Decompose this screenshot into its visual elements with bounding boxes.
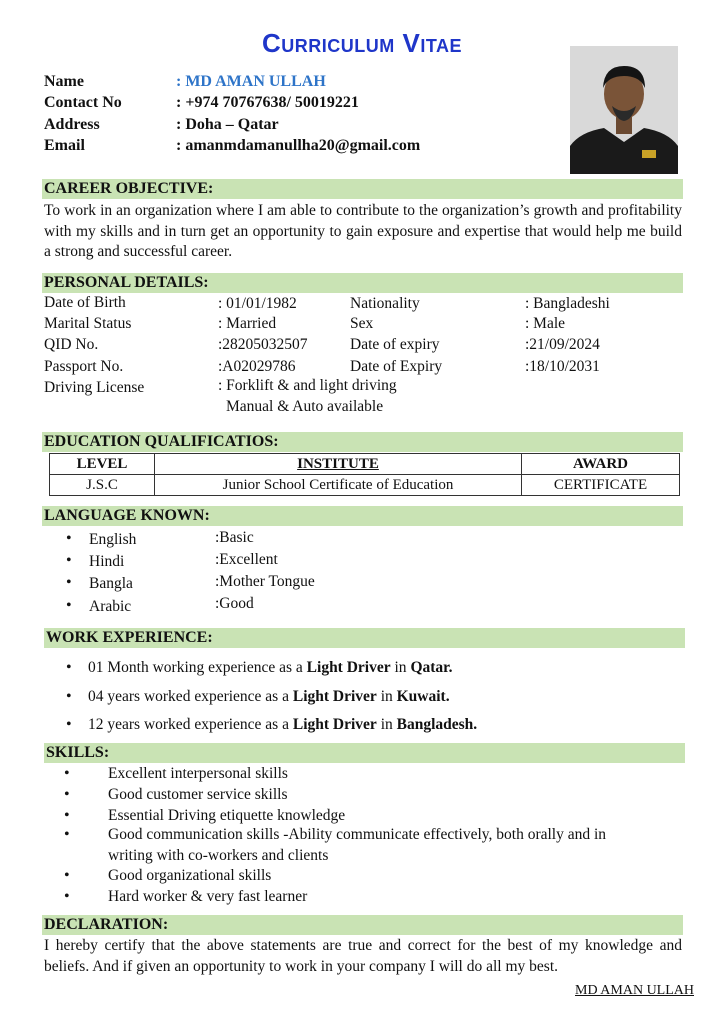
bullet-icon: •	[66, 688, 72, 705]
work-role: Light Driver	[292, 688, 377, 705]
bullet-icon: •	[64, 786, 70, 803]
bullet-icon: •	[66, 716, 72, 733]
dob-value: : 01/01/1982	[218, 295, 297, 312]
table-row	[50, 475, 680, 496]
bullet-icon: •	[64, 888, 70, 905]
dob-label: Date of Birth	[44, 294, 126, 311]
email-label: Email	[44, 137, 85, 154]
bullet-icon: •	[64, 826, 70, 843]
sex-value: : Male	[525, 315, 566, 332]
section-work-experience: WORK EXPERIENCE:	[44, 628, 685, 648]
marital-label: Marital Status	[44, 315, 132, 332]
work-item	[88, 659, 453, 677]
declaration-text: I hereby certify that the above statements are true and correct for the best of my knowledge and beliefs. And if given an opportunity to work in your company I will do all my best.	[44, 937, 682, 975]
passport-label: Passport No.	[44, 358, 124, 375]
bullet-icon: •	[66, 552, 72, 569]
skill-item: Good communication skills -Ability communicate effectively, both orally and in	[108, 826, 607, 843]
work-item	[88, 688, 450, 706]
work-text: 04 years worked experience as a	[88, 688, 293, 705]
language-level: :Good	[215, 595, 254, 612]
column-header-level: LEVEL	[50, 454, 155, 475]
column-header-award: AWARD	[522, 454, 680, 475]
email-value: : amanmdamanullha20@gmail.com	[176, 137, 421, 154]
work-text: in	[376, 716, 397, 733]
license-value-line2: Manual & Auto available	[226, 398, 384, 415]
work-role: Light Driver	[292, 716, 377, 733]
cell-level: J.S.C	[50, 475, 155, 496]
contact-value: : +974 70767638/ 50019221	[176, 94, 359, 111]
career-objective-text: To work in an organization where I am able to contribute to the organization’s growth and profitability with my skills and in turn get an opportunity to gain exposure and expertise that would help me build a strong and successful career.	[44, 202, 682, 260]
work-place: Kuwait.	[396, 688, 450, 705]
qid-label: QID No.	[44, 336, 99, 353]
language-level: :Excellent	[215, 551, 278, 568]
work-item	[88, 716, 477, 734]
skill-item: Excellent interpersonal skills	[108, 765, 288, 782]
marital-value: : Married	[218, 315, 277, 332]
document-title: Curriculum Vitae	[262, 28, 462, 58]
work-role: Light Driver	[306, 659, 391, 676]
bullet-icon: •	[66, 530, 72, 547]
bullet-icon: •	[64, 807, 70, 824]
skill-item: Good customer service skills	[108, 786, 288, 803]
column-header-institute: INSTITUTE	[155, 454, 522, 475]
language-name: Bangla	[89, 575, 133, 592]
section-languages: LANGUAGE KNOWN:	[42, 506, 683, 526]
nationality-value: : Bangladeshi	[525, 295, 610, 312]
work-place: Qatar.	[410, 659, 453, 676]
work-text: in	[376, 688, 397, 705]
cell-institute: Junior School Certificate of Education	[155, 475, 522, 496]
language-name: English	[89, 531, 137, 548]
signature-name: MD AMAN ULLAH	[575, 983, 694, 998]
bullet-icon: •	[66, 574, 72, 591]
name-label: Name	[44, 73, 84, 90]
passport-expiry-value: :18/10/2031	[525, 358, 600, 375]
qid-value: :28205032507	[218, 336, 308, 353]
work-text: in	[390, 659, 411, 676]
cell-award: CERTIFICATE	[522, 475, 680, 496]
section-career-objective: CAREER OBJECTIVE:	[42, 179, 683, 199]
sex-label: Sex	[350, 315, 374, 332]
table-header-row	[50, 454, 680, 475]
skill-item: Good organizational skills	[108, 867, 272, 884]
skill-item-continued: writing with co-workers and clients	[108, 847, 329, 864]
passport-value: :A02029786	[218, 358, 296, 375]
license-label: Driving License	[44, 379, 145, 396]
bullet-icon: •	[66, 659, 72, 676]
language-name: Hindi	[89, 553, 125, 570]
language-level: :Basic	[215, 529, 254, 546]
bullet-icon: •	[66, 597, 72, 614]
person-portrait-icon	[570, 46, 678, 174]
profile-photo	[570, 46, 678, 174]
work-text: 12 years worked experience as a	[88, 716, 293, 733]
nationality-label: Nationality	[350, 295, 420, 312]
language-level: :Mother Tongue	[215, 573, 315, 590]
qid-expiry-label: Date of expiry	[350, 336, 440, 353]
bullet-icon: •	[64, 867, 70, 884]
work-place: Bangladesh.	[396, 716, 478, 733]
section-education: EDUCATION QUALIFICATIOS:	[42, 432, 683, 452]
skill-item: Hard worker & very fast learner	[108, 888, 308, 905]
education-table	[49, 453, 680, 496]
license-value-line1: : Forklift & and light driving	[218, 377, 397, 394]
section-declaration: DECLARATION:	[42, 915, 683, 935]
work-text: 01 Month working experience as a	[88, 659, 307, 676]
name-value: : MD AMAN ULLAH	[176, 73, 326, 90]
section-personal-details: PERSONAL DETAILS:	[42, 273, 683, 293]
contact-label: Contact No	[44, 94, 122, 111]
qid-expiry-value: :21/09/2024	[525, 336, 600, 353]
passport-expiry-label: Date of Expiry	[350, 358, 443, 375]
bullet-icon: •	[64, 765, 70, 782]
skill-item: Essential Driving etiquette knowledge	[108, 807, 346, 824]
address-label: Address	[44, 116, 100, 133]
language-name: Arabic	[89, 598, 132, 615]
section-skills: SKILLS:	[44, 743, 685, 763]
address-value: : Doha – Qatar	[176, 116, 279, 133]
